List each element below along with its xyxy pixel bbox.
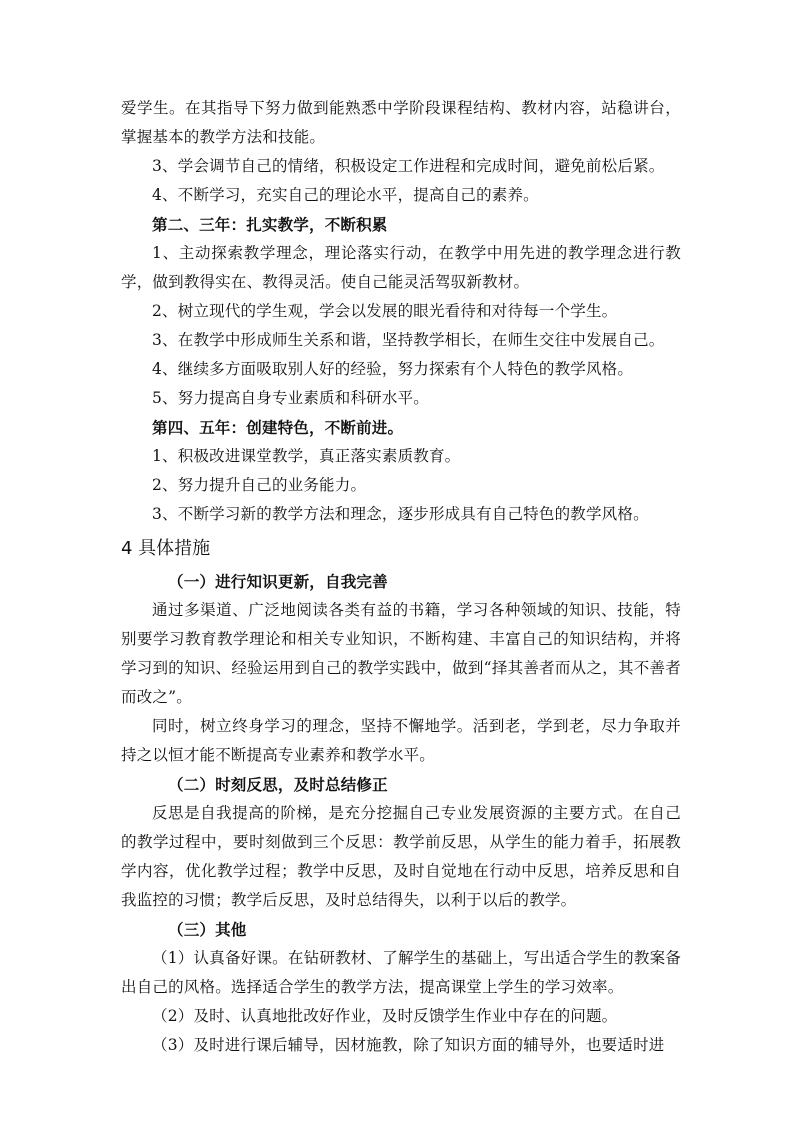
- body-paragraph: 同时，树立终身学习的理念，坚持不懈地学。活到老，学到老，尽力争取并持之以恒才能不断提高专业素养和教学水平。: [121, 717, 681, 764]
- list-item: 3、学会调节自己的情绪，积极设定工作进程和完成时间，避免前松后紧。: [152, 157, 665, 175]
- paragraph-continuation: 爱学生。在其指导下努力做到能熟悉中学阶段课程结构、教材内容，站稳讲台，掌握基本的教学方法和技能。: [121, 99, 681, 146]
- subsection-heading: （三）其他: [168, 920, 247, 939]
- subsection-heading: （二）时刻反思，及时总结修正: [168, 775, 388, 794]
- list-item: （2）及时、认真地批改好作业，及时反馈学生作业中存在的问题。: [152, 1007, 618, 1025]
- body-paragraph: 通过多渠道、广泛地阅读各类有益的书籍，学习各种领域的知识、技能，特别要学习教育教学理论和相关专业知识，不断构建、丰富自己的知识结构，并将学习到的知识、经验运用到自己的教学实践中，做到“择其善者而从之，其不善者而改之”。: [121, 601, 681, 706]
- list-item: （1）认真备好课。在钻研教材、了解学生的基础上，写出适合学生的教案备出自己的风格。选择适合学生的教学方法，提高课堂上学生的学习效率。: [121, 949, 681, 996]
- body-paragraph: 反思是自我提高的阶梯，是充分挖掘自己专业发展资源的主要方式。在自己的教学过程中，要时刻做到三个反思：教学前反思，从学生的能力着手，拓展教学内容，优化教学过程；教学中反思，及时自觉地在行动中反思，培养反思和自我监控的习惯；教学后反思，及时总结得失，以利于以后的教学。: [121, 804, 681, 909]
- list-item: 1、主动探索教学理念，理论落实行动，在教学中用先进的教学理念进行教学，做到教得实在、教得灵活。使自己能灵活驾驭新教材。: [121, 244, 681, 291]
- list-item: 4、不断学习，充实自己的理论水平，提高自己的素养。: [152, 186, 539, 204]
- list-item: 3、在教学中形成师生关系和谐，坚持教学相长，在师生交往中发展自己。: [152, 331, 665, 349]
- list-item: 5、努力提高自身专业素质和科研水平。: [152, 389, 429, 407]
- section-heading: 4 具体措施: [121, 538, 211, 559]
- stage-heading: 第四、五年：创建特色，不断前进。: [152, 418, 404, 437]
- document-body: [121, 94, 681, 1060]
- list-item: 4、继续多方面吸取别人好的经验，努力探索有个人特色的教学风格。: [152, 360, 634, 378]
- subsection-heading: （一）进行知识更新，自我完善: [168, 572, 388, 591]
- list-item: 1、积极改进课堂教学，真正落实素质教育。: [152, 447, 461, 465]
- list-item: 2、树立现代的学生观，学会以发展的眼光看待和对待每一个学生。: [152, 302, 618, 320]
- list-item: 2、努力提升自己的业务能力。: [152, 476, 367, 494]
- list-item: （3）及时进行课后辅导，因材施教，除了知识方面的辅导外，也要适时进: [152, 1036, 665, 1054]
- stage-heading: 第二、三年：扎实教学，不断积累: [152, 215, 388, 234]
- list-item: 3、不断学习新的教学方法和理念，逐步形成具有自己特色的教学风格。: [152, 505, 649, 523]
